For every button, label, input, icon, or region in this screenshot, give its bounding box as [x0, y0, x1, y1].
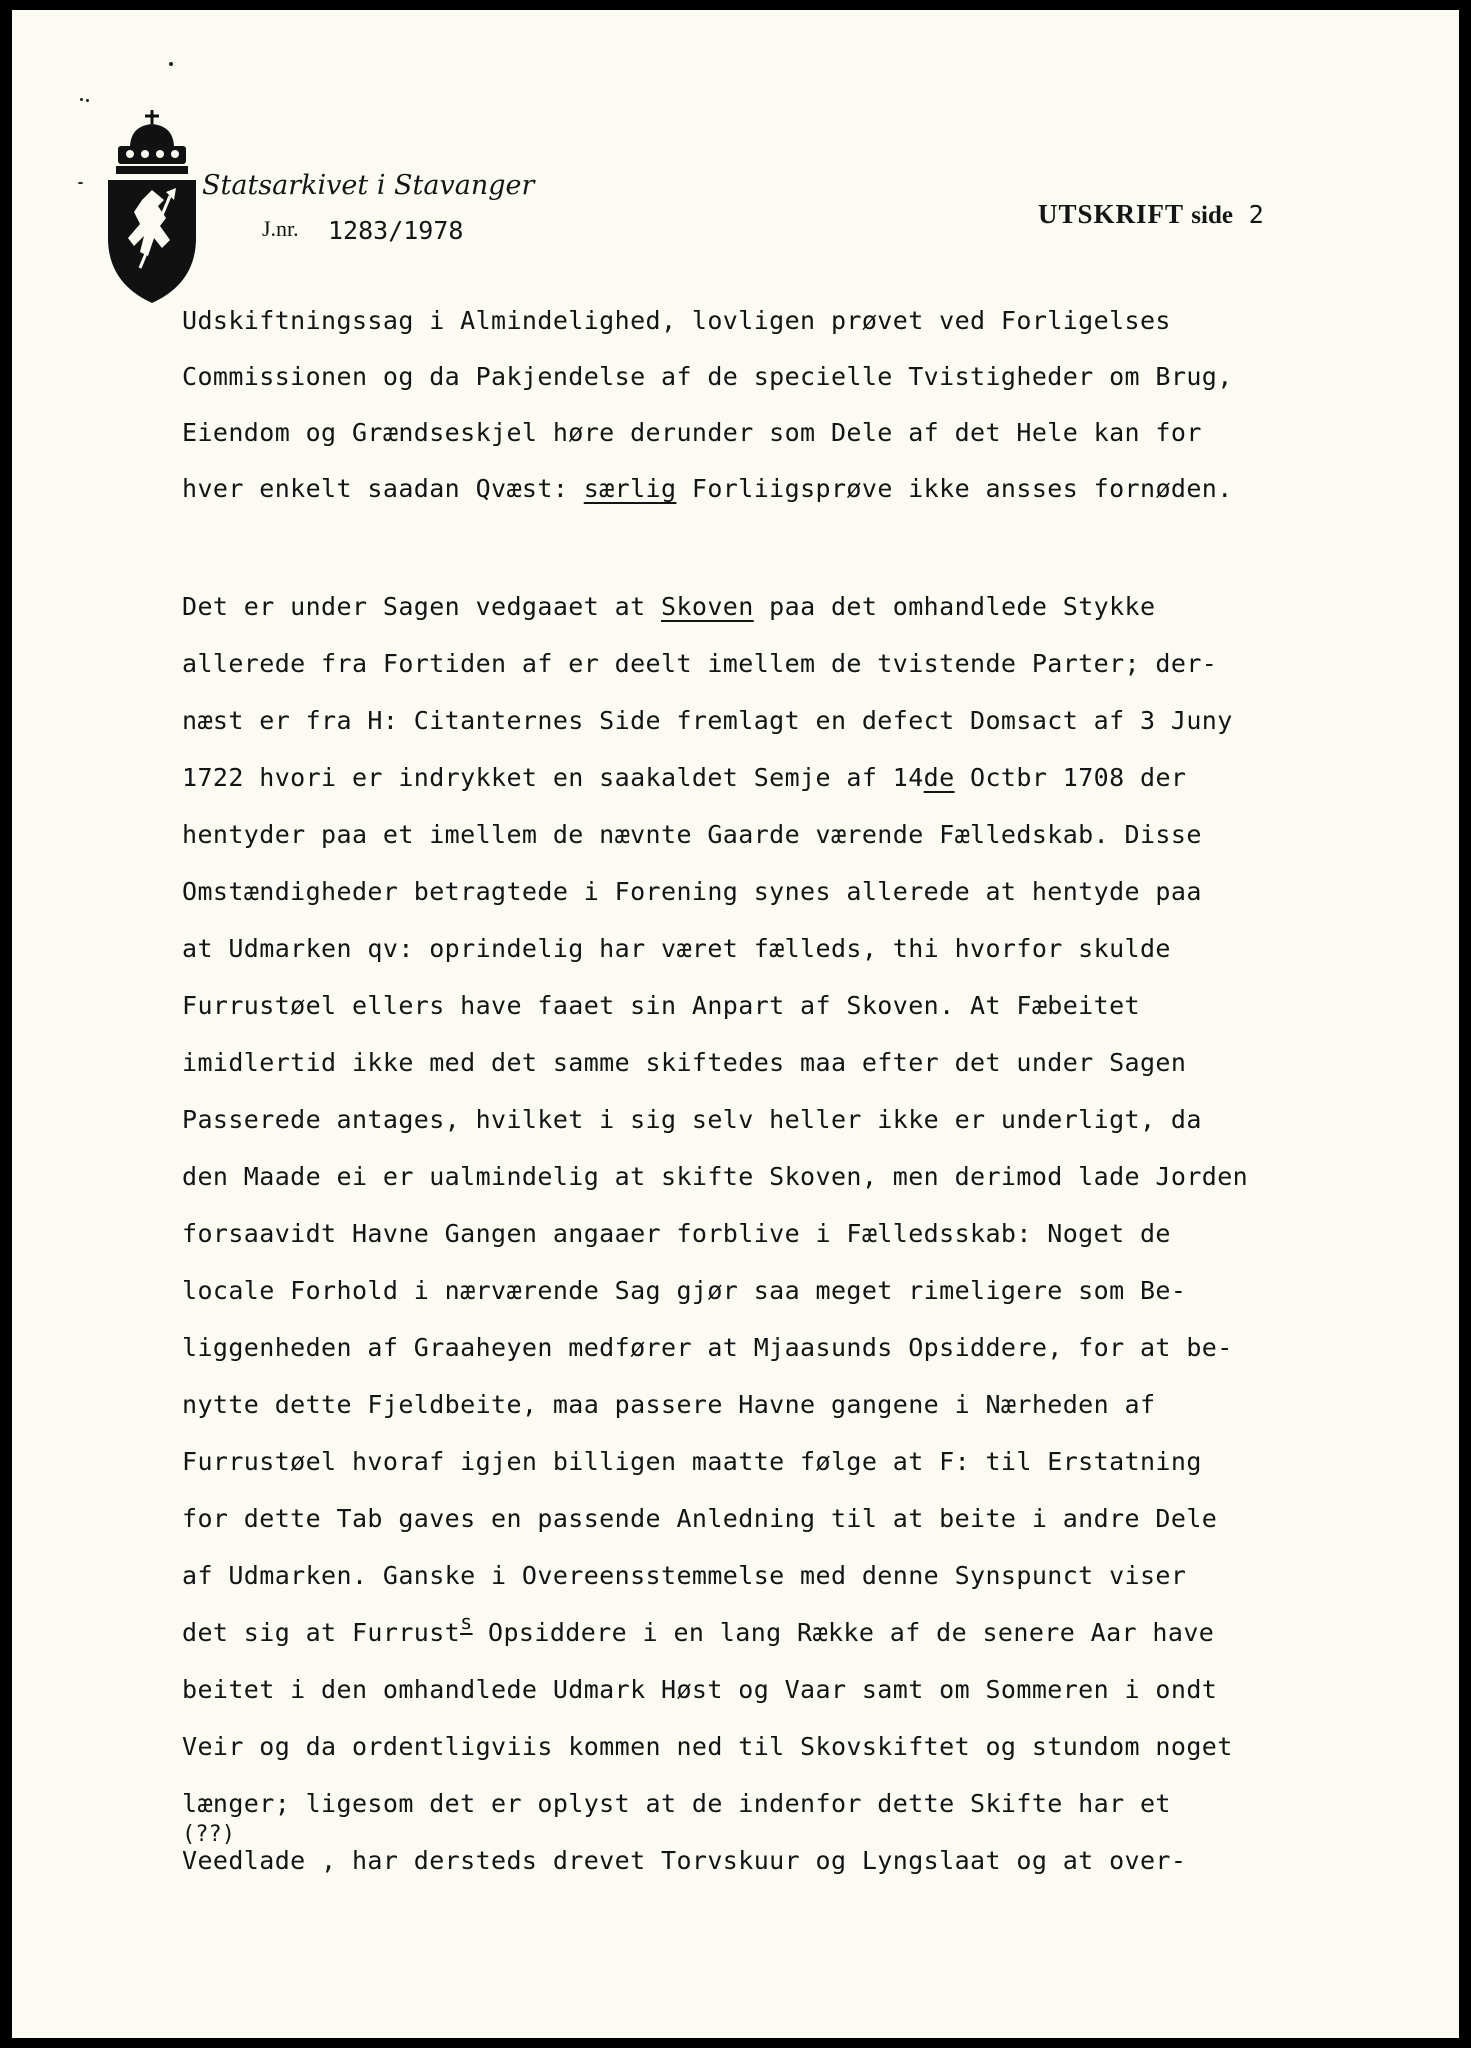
text-line: næst er fra H: Citanternes Side fremlagt en defect Domsact af 3 Juny — [182, 706, 1233, 735]
speck — [169, 62, 173, 66]
journal-number-value: 1283/1978 — [328, 216, 464, 245]
text-line: hentyder paa et imellem de nævnte Gaarde værende Fælledskab. Disse — [182, 820, 1202, 849]
speck — [86, 99, 89, 102]
text-line: Eiendom og Grændseskjel høre derunder som Dele af det Hele kan for — [182, 418, 1202, 447]
text-line: for dette Tab gaves en passende Anledning til at beite i andre Dele — [182, 1504, 1218, 1533]
text-line: det sig at Furrust$^s$ Opsiddere i en lang Række af de senere Aar have — [182, 1610, 1215, 1647]
page-number: 2 — [1248, 200, 1265, 229]
speck — [80, 98, 83, 101]
text-line: imidlertid ikke med det samme skiftedes maa efter det under Sagen — [182, 1048, 1187, 1077]
text-line: længer; ligesom det er oplyst at de indenfor dette Skifte har et — [182, 1789, 1171, 1818]
text-line: nytte dette Fjeldbeite, maa passere Havne gangene i Nærheden af — [182, 1390, 1156, 1419]
text-line: Furrustøel ellers have faaet sin Anpart af Skoven. At Fæbeitet — [182, 991, 1140, 1020]
text-line: at Udmarken qv: oprindelig har været fælleds, thi hvorfor skulde — [182, 934, 1171, 963]
text-line: Omstændigheder betragtede i Forening synes allerede at hentyde paa — [182, 877, 1202, 906]
document-page — [12, 10, 1459, 2038]
norwegian-coat-of-arms-icon — [100, 108, 200, 308]
utskrift-page-label — [1038, 199, 1265, 230]
text-line: Veir og da ordentligviis kommen ned til Skovskiftet og stundom noget — [182, 1732, 1233, 1761]
text-line: liggenheden af Graaheyen medfører at Mjaasunds Opsiddere, for at be- — [182, 1333, 1233, 1362]
text-line: Commissionen og da Pakjendelse af de specielle Tvistigheder om Brug, — [182, 362, 1233, 391]
text-line: 1722 hvori er indrykket en saakaldet Semje af 14de Octbr 1708 der — [182, 763, 1187, 792]
text-line: forsaavidt Havne Gangen angaaer forblive i Fælledsskab: Noget de — [182, 1219, 1171, 1248]
text-line: den Maade ei er ualmindelig at skifte Skoven, men derimod lade Jorden — [182, 1162, 1249, 1191]
insertion-mark: (??) — [182, 1822, 235, 1847]
text-line: hver enkelt saadan Qvæst: særlig Forliigsprøve ikke ansses fornøden. — [182, 474, 1233, 503]
text-line: af Udmarken. Ganske i Overeensstemmelse med denne Synspunct viser — [182, 1561, 1187, 1590]
text-line: Det er under Sagen vedgaaet at Skoven paa det omhandlede Stykke — [182, 592, 1156, 621]
text-line: Furrustøel hvoraf igjen billigen maatte følge at F: til Erstatning — [182, 1447, 1202, 1476]
text-line: locale Forhold i nærværende Sag gjør saa meget rimeligere som Be- — [182, 1276, 1187, 1305]
side-label: side — [1191, 202, 1233, 229]
text-line: Udskiftningssag i Almindelighed, lovligen prøvet ved Forligelses — [182, 306, 1171, 335]
speck — [78, 182, 83, 184]
text-line: beitet i den omhandlede Udmark Høst og Vaar samt om Sommeren i ondt — [182, 1675, 1218, 1704]
text-line: Veedlade , har dersteds drevet Torvskuur og Lyngslaat og at over- — [182, 1846, 1187, 1875]
archive-name: Statsarkivet i Stavanger — [202, 170, 535, 201]
text-line: allerede fra Fortiden af er deelt imellem de tvistende Parter; der- — [182, 649, 1218, 678]
journal-number-label: J.nr. — [262, 216, 299, 241]
text-line: Passerede antages, hvilket i sig selv heller ikke er underligt, da — [182, 1105, 1202, 1134]
utskrift-label: UTSKRIFT — [1038, 199, 1184, 229]
